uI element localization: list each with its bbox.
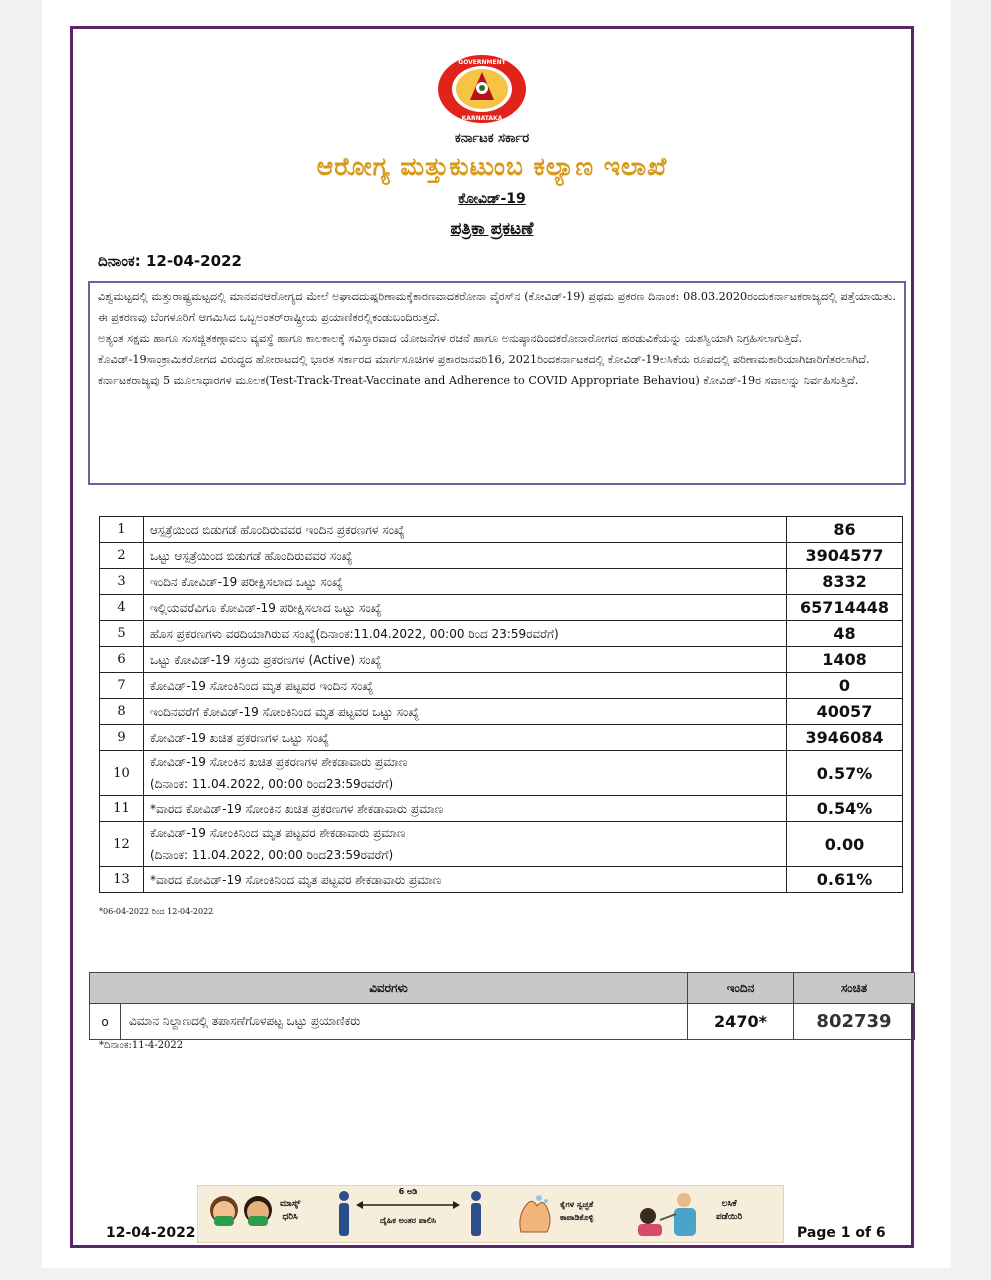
table-row <box>100 517 903 543</box>
row-description-line: ಕೋವಿಡ್-19 ಸೋಂಕಿನ ಖಚಿತ ಪ್ರಕರಣಗಳ ಶೇಕಡಾವಾರು ಪ್ರಮಾಣ <box>150 755 408 769</box>
weekly-footnote: *06-04-2022 ರಿಂದ 12-04-2022 <box>99 907 214 916</box>
table-row <box>100 647 903 673</box>
table-row <box>100 621 903 647</box>
row-description: ಹೊಸ ಪ್ರಕರಣಗಳು ವರದಿಯಾಗಿರುವ ಸಂಖ್ಯೆ(ದಿನಾಂಕ:11.04.2022, 00:00 ರಿಂದ 23:59ರವರೆಗೆ) <box>144 621 787 647</box>
row-number: 4 <box>100 595 144 621</box>
person-icon <box>468 1190 484 1238</box>
intro-paragraph: ಕೊವಿಡ್-19ಸಾಂಕ್ರಾಮಿಕರೋಗದ ವಿರುದ್ಧದ ಹೋರಾಟದಲ್ಲಿ ಭಾರತ ಸರ್ಕಾರದ ಮಾರ್ಗಸೂಚಿಗಳ ಪ್ರಕಾರಜನವರಿ16, 2021ರಿಂದಕರ್ನಾಟಕದಲ್ಲಿ ಕೋವಿಡ್-19ಲಸಿಕೆಯ ರೂಪದಲ್ಲಿ ಪರಿಣಾಮಕಾರಿಯಾಗಿಜಾರಿಗೆತರಲಾಗಿದೆ. <box>98 353 870 366</box>
row-description: ಒಟ್ಟು ಕೋವಿಡ್-19 ಸಕ್ರಿಯ ಪ್ರಕರಣಗಳ (Active) ಸಂಖ್ಯೆ <box>144 647 787 673</box>
table-row <box>100 595 903 621</box>
vaccination-icon <box>630 1190 712 1238</box>
person-icon <box>336 1190 352 1238</box>
row-number: 10 <box>100 751 144 796</box>
row-value: 48 <box>787 621 903 647</box>
row-number: o <box>90 1004 121 1040</box>
release-date: ದಿನಾಂಕ: 12-04-2022 <box>98 252 242 270</box>
table-header-row <box>90 973 915 1004</box>
table-row <box>100 543 903 569</box>
covid-appropriate-behaviour-banner <box>197 1185 784 1243</box>
table-row <box>100 725 903 751</box>
row-value: 86 <box>787 517 903 543</box>
row-description: *ವಾರದ ಕೋವಿಡ್-19 ಸೋಂಕಿನಿಂದ ಮೃತ ಪಟ್ಟವರ ಶೇಕಡಾವಾರು ಪ್ರಮಾಣ <box>144 867 787 893</box>
distance-arrow-icon <box>356 1200 460 1210</box>
row-value: 1408 <box>787 647 903 673</box>
intro-box <box>88 281 906 485</box>
mask-faces-icon <box>206 1192 276 1236</box>
row-description <box>144 751 787 796</box>
intro-paragraph: ಅತ್ಯಂತ ಸಕ್ಷಮ ಹಾಗೂ ಸುಸಜ್ಜಿತಕಣ್ಗಾವಲು ವ್ಯವಸ್ಥೆ ಹಾಗೂ ಕಾಲಕಾಲಕ್ಕೆ ಸವಿಸ್ತಾರವಾದ ಯೋಜನೆಗಳ ರಚನೆ ಹಾಗೂ ಅನುಷ್ಠಾನದಿಂದಕರೋನಾರೋಗದ ಹರಡುವಿಕೆಯನ್ನು ಯಶಸ್ವಿಯಾಗಿ ನಿಗ್ರಹಿಸಲಾಗುತ್ತಿದೆ. <box>98 332 803 345</box>
row-number: 3 <box>100 569 144 595</box>
table-row <box>90 1004 915 1040</box>
table-row <box>100 796 903 822</box>
row-description: ಇಂದಿನ ಕೋವಿಡ್-19 ಪರೀಕ್ಷಿಸಲಾದ ಒಟ್ಟು ಸಂಖ್ಯೆ <box>144 569 787 595</box>
intro-paragraph: ಕರ್ನಾಟಕರಾಜ್ಯವು 5 ಮೂಲಾಧಾರಗಳ ಮೂಲಕ(Test-Track-Treat-Vaccinate and Adherence to COVID Appropriate Behaviou) ಕೋವಿಡ್-19ರ ಸವಾಲನ್ನು ನಿರ್ವಹಿಸುತ್ತಿದೆ. <box>98 374 859 387</box>
table-row <box>100 569 903 595</box>
row-number: 8 <box>100 699 144 725</box>
row-description-date: (ದಿನಾಂಕ: 11.04.2022, 00:00 ರಿಂದ23:59ರವರೆಗೆ) <box>150 777 394 791</box>
covid-subtitle: ಕೋವಿಡ್-19 <box>458 191 526 207</box>
svg-text:GOVERNMENT: GOVERNMENT <box>458 59 506 66</box>
vaccine-caption <box>716 1198 742 1224</box>
row-value: 0.54% <box>787 796 903 822</box>
table-row <box>100 867 903 893</box>
svg-text:KARNATAKA: KARNATAKA <box>461 115 503 122</box>
footer-date: 12-04-2022 <box>106 1225 196 1241</box>
column-header-details: ವಿವರಗಳು <box>90 973 688 1004</box>
row-description: ಆಸ್ಪತ್ರೆಯಿಂದ ಬಿಡುಗಡೆ ಹೊಂದಿರುವವರ ಇಂದಿನ ಪ್ರಕರಣಗಳ ಸಂಖ್ಯೆ <box>144 517 787 543</box>
row-number: 12 <box>100 822 144 867</box>
row-description-date: (ದಿನಾಂಕ: 11.04.2022, 00:00 ರಿಂದ23:59ರವರೆಗೆ) <box>150 848 394 862</box>
cumulative-value: 802739 <box>794 1004 915 1040</box>
row-description: ಇಂದಿನವರೆಗೆ ಕೋವಿಡ್-19 ಸೋಂಕಿನಿಂದ ಮೃತ ಪಟ್ಟವರ ಒಟ್ಟು ಸಂಖ್ಯೆ <box>144 699 787 725</box>
row-value: 3904577 <box>787 543 903 569</box>
distance-caption-top: 6 ಅಡಿ <box>398 1187 418 1196</box>
wash-caption <box>560 1198 593 1224</box>
press-release-title: ಪತ್ರಿಕಾ ಪ್ರಕಟಣೆ <box>450 219 534 239</box>
column-header-cumulative: ಸಂಚಿತ <box>794 973 915 1004</box>
intro-paragraph: ವಿಶ್ವಮಟ್ಟದಲ್ಲಿ ಮತ್ತುರಾಷ್ಟ್ರಮಟ್ಟದಲ್ಲಿ ಮಾನವನಆರೋಗ್ಯದ ಮೇಲೆ ಅಘಾದದುಷ್ಪರಿಣಾಮಕ್ಕೆಕಾರಣವಾದಕರೋನಾ ವೈರಸ್‌ನ (ಕೋವಿಡ್-19) ಪ್ರಥಮ ಪ್ರಕರಣ ದಿನಾಂಕ: 08.03.2020ರಂದುಕರ್ನಾಟಕರಾಜ್ಯದಲ್ಲಿ ಪತ್ತೆಯಾಯಿತು. ಈ ಪ್ರಕರಣವು ಬೆಂಗಳೂರಿಗೆ ಆಗಮಿಸಿದ ಒಬ್ಬಅಂತರ್‌ರಾಷ್ಟ್ರೀಯ ಪ್ರಯಾಣಿಕರಲ್ಲಿಕಂಡುಬಂದಿರುತ್ತದೆ. <box>98 290 896 324</box>
row-value: 3946084 <box>787 725 903 751</box>
row-description: ಒಟ್ಟು ಆಸ್ಪತ್ರೆಯಿಂದ ಬಿಡುಗಡೆ ಹೊಂದಿರುವವರ ಸಂಖ್ಯೆ <box>144 543 787 569</box>
govt-heading: ಕರ್ನಾಟಕ ಸರ್ಕಾರ <box>454 131 530 146</box>
row-description: ಇಲ್ಲಿಯವರೆವಿಗೂ ಕೋವಿಡ್-19 ಪರೀಕ್ಷಿಸಲಾದ ಒಟ್ಟು ಸಂಖ್ಯೆ <box>144 595 787 621</box>
row-value: 0.57% <box>787 751 903 796</box>
vaccine-caption-line: ಲಸಿಕೆ <box>721 1199 737 1209</box>
page-number: Page 1 of 6 <box>797 1225 886 1241</box>
row-number: 5 <box>100 621 144 647</box>
row-number: 1 <box>100 517 144 543</box>
department-title: ಆರೋಗ್ಯ ಮತ್ತುಕುಟುಂಬ ಕಲ್ಯಾಣ ಇಲಾಖೆ <box>316 152 668 181</box>
airport-footnote: *ದಿನಾಂಕ:11-4-2022 <box>99 1040 184 1051</box>
mask-caption-line: ಧರಿಸಿ <box>282 1212 298 1222</box>
table-row <box>100 822 903 867</box>
row-number: 9 <box>100 725 144 751</box>
row-description <box>144 822 787 867</box>
distance-caption-bottom: ದೈಹಿಕ ಅಂತರ ಪಾಲಿಸಿ <box>379 1216 437 1225</box>
row-value: 0.61% <box>787 867 903 893</box>
mask-caption-line: ಮಾಸ್ಕ್ <box>280 1199 301 1209</box>
table-row <box>100 699 903 725</box>
vaccine-caption-line: ಪಡೆಯಿರಿ <box>716 1212 743 1222</box>
row-number: 2 <box>100 543 144 569</box>
row-value: 8332 <box>787 569 903 595</box>
table-row <box>100 751 903 796</box>
row-value: 65714448 <box>787 595 903 621</box>
today-value: 2470* <box>688 1004 794 1040</box>
row-number: 11 <box>100 796 144 822</box>
column-header-today: ಇಂದಿನ <box>688 973 794 1004</box>
mask-caption <box>280 1198 300 1224</box>
row-description: *ವಾರದ ಕೋವಿಡ್-19 ಸೋಂಕಿನ ಖಚಿತ ಪ್ರಕರಣಗಳ ಶೇಕಡಾವಾರು ಪ್ರಮಾಣ <box>144 796 787 822</box>
row-description-line: ಕೋವಿಡ್-19 ಸೋಂಕಿನಿಂದ ಮೃತ ಪಟ್ಟವರ ಶೇಕಡಾವಾರು ಪ್ರಮಾಣ <box>150 826 406 840</box>
row-value: 40057 <box>787 699 903 725</box>
covid-stats-table <box>99 516 903 893</box>
row-number: 7 <box>100 673 144 699</box>
row-number: 6 <box>100 647 144 673</box>
airport-screening-table <box>89 972 915 1040</box>
karnataka-seal-logo <box>437 54 527 124</box>
table-row <box>100 673 903 699</box>
row-description: ಕೋವಿಡ್-19 ಖಚಿತ ಪ್ರಕರಣಗಳ ಒಟ್ಟು ಸಂಖ್ಯೆ <box>144 725 787 751</box>
row-description: ಕೋವಿಡ್-19 ಸೋಂಕಿನಿಂದ ಮೃತ ಪಟ್ಟವರ ಇಂದಿನ ಸಂಖ್ಯೆ <box>144 673 787 699</box>
wash-caption-line: ಕಾಪಾಡಿಕೊಳ್ಳಿ <box>560 1213 594 1222</box>
wash-caption-line: ಕೈಗಳ ಸ್ವಚ್ಛತೆ <box>560 1200 594 1209</box>
row-description: ವಿಮಾನ ನಿಲ್ದಾಣದಲ್ಲಿ ತಪಾಸಣೆಗೊಳಪಟ್ಟ ಒಟ್ಟು ಪ್ರಯಾಣಿಕರು <box>121 1004 688 1040</box>
row-number: 13 <box>100 867 144 893</box>
row-value: 0 <box>787 673 903 699</box>
row-value: 0.00 <box>787 822 903 867</box>
hand-wash-icon <box>513 1192 557 1236</box>
